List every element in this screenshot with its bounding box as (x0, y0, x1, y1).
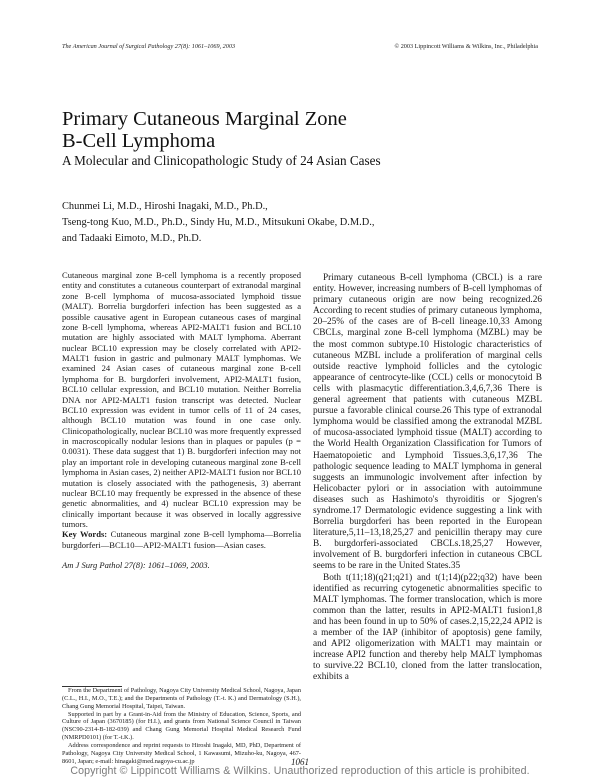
footnote-affiliation: From the Department of Pathology, Nagoya City University Medical School, Nagoya, Japan (C.L., H.I., M.O., T.E.); and the Departments of Pathology (T.-t. K.) and Dermatology (S.H.), Chang Gung Memorial Hospital, Taipei, Taiwan. (62, 687, 301, 710)
article-title (62, 108, 347, 152)
body-column (313, 273, 542, 683)
body-paragraph-2: Both t(11;18)(q21;q21) and t(1;14)(p22;q32) have been identified as recurring cytogenetic abnormalities specific to MALT lymphomas. The former translocation, which is more common than the latter, results in API2-MALT1 fusion1,8 and has been found in up to 50% of cases.2,15,22,24 API2 is a member of the IAP (inhibitor of apoptosis) gene family, and API2 oligomerization with MALT1 may maintain or increase API2 function and thereby help MALT lymphomas to survive.22 BCL10, cloned from the latter translocation, exhibits a (313, 572, 542, 683)
running-header-publisher: © 2003 Lippincott Williams & Wilkins, Inc., Philadelphia (394, 43, 538, 50)
article-subtitle: A Molecular and Clinicopathologic Study of 24 Asian Cases (62, 153, 381, 168)
abstract-column (62, 270, 301, 571)
keywords-text: Cutaneous marginal zone B-cell lymphoma—Borrelia burgdorferi—BCL10—API2-MALT1 fusion—Asian cases. (62, 529, 302, 550)
running-header-journal: The American Journal of Surgical Pathology 27(8): 1061–1069, 2003 (62, 43, 236, 50)
footnotes (62, 687, 301, 765)
author-list (62, 199, 542, 247)
page-number: 1061 (291, 757, 309, 767)
copyright-notice: Copyright © Lippincott Williams & Wilkins. Unauthorized reproduction of this article is prohibited. (70, 765, 530, 777)
keywords (62, 529, 301, 550)
footnote-support: Supported in part by a Grant-in-Aid from the Ministry of Education, Science, Sports, and Culture of Japan (3670185) (for H.I.), and grants from National Science Council in Taiwan (NSC90-2314-B-182-039) and Chang Gung Memorial Hospital Medical Research Fund (NMRPD0101) (for T.-t.K.). (62, 710, 301, 742)
author-line3: and Tadaaki Eimoto, M.D., Ph.D. (62, 233, 202, 244)
keywords-label: Key Words: (62, 529, 108, 540)
article-title-line1: Primary Cutaneous Marginal Zone (62, 108, 347, 130)
article-title-line2: B-Cell Lymphoma (62, 130, 216, 152)
author-line1: Chunmei Li, M.D., Hiroshi Inagaki, M.D., Ph.D., (62, 201, 268, 212)
abstract-text: Cutaneous marginal zone B-cell lymphoma is a recently proposed entity and constitutes a cutaneous counterpart of extranodal marginal zone B-cell lymphoma of mucosa-associated lymphoid tissue (MALT). Borrelia burgdorferi infection has been suggested as a possible causative agent in European cutaneous cases of marginal zone B-cell lymphoma, whereas API2-MALT1 fusion and BCL10 mutation are highly associated with MALT lymphoma. Aberrant nuclear BCL10 expression may be closely correlated with API2-MALT1 fusion in gastric and pulmonary MALT lymphomas. We examined 24 Asian cases of cutaneous marginal zone B-cell lymphoma for B. burgdorferi involvement, API2-MALT1 fusion, BCL10 cellular expression, and BCL10 mutation. Neither Borrelia DNA nor API2-MALT1 fusion transcript was detected. Nuclear BCL10 expression was evident in tumor cells of 11 of 24 cases, although BCL10 mutation was found in one case only. Clinicopathologically, nuclear BCL10 was more frequently expressed in macroscopically nodular lesions than in plaques or papules (p = 0.0031). These data suggest that 1) B. burgdorferi infection may not play an important role in developing cutaneous marginal zone B-cell lymphoma in Asian cases, 2) neither API2-MALT1 fusion nor BCL10 mutation is closely associated with the pathogenesis, 3) aberrant nuclear BCL10 may frequently be expressed in the absence of these genetic abnormalities, and 4) nuclear BCL10 expression may be clinically important because it was observed in locally aggressive tumors. (62, 270, 301, 529)
citation: Am J Surg Pathol 27(8): 1061–1069, 2003. (62, 560, 210, 571)
footnote-correspondence: Address correspondence and reprint requests to Hiroshi Inagaki, MD, PhD, Department of Pathology, Nagoya City University Medical School, 1 Kawasumi, Mizuho-ku, Nagoya, 467-8601, Japan; e-mail: hinagaki@med.nagoya-cu.ac.jp (62, 741, 301, 765)
author-line2: Tseng-tong Kuo, M.D., Ph.D., Sindy Hu, M.D., Mitsukuni Okabe, D.M.D., (62, 217, 375, 228)
body-paragraph-1: Primary cutaneous B-cell lymphoma (CBCL) is a rare entity. However, increasing numbers of B-cell lymphomas of primary cutaneous origin are now being recognized.26 According to recent studies of primary cutaneous lymphoma, 20–25% of the cases are of B-cell lineage.10,33 Among CBCLs, marginal zone B-cell lymphoma (MZBL) may be the most common subtype.10 Histologic characteristics of cutaneous MZBL include a proliferation of marginal cells outside reactive lymphoid follicles and the cytologic appearance of centrocyte-like (CCL) cells or monocytoid B cells with plasmacytic differentiation.3,4,6,7,36 There is general agreement that patients with cutaneous MZBL pursue a favorable clinical course.26 This type of extranodal lymphoma would be classified among the extranodal MZBL of mucosa-associated lymphoid tissue (MALT) according to the World Health Organization Classification for Tumors of Haematopoietic and Lymphoid Tissues.3,6,17,36 The pathologic sequence leading to MALT lymphoma in general suggests an immunologic involvement after infection by Helicobacter pylori or in association with autoimmune diseases such as Hashimoto's thyroiditis or Sjogren's syndrome.17 Dermatologic evidence suggesting a link with Borrelia burgdorferi has been reported in the European literature,5,11–13,18,25,27 and penicillin therapy may cure B. burgdorferi-associated CBCLs.18,25,27 However, involvement of B. burgdorferi infection in cutaneous CBCL seems to be rare in the United States.35 (313, 273, 542, 572)
